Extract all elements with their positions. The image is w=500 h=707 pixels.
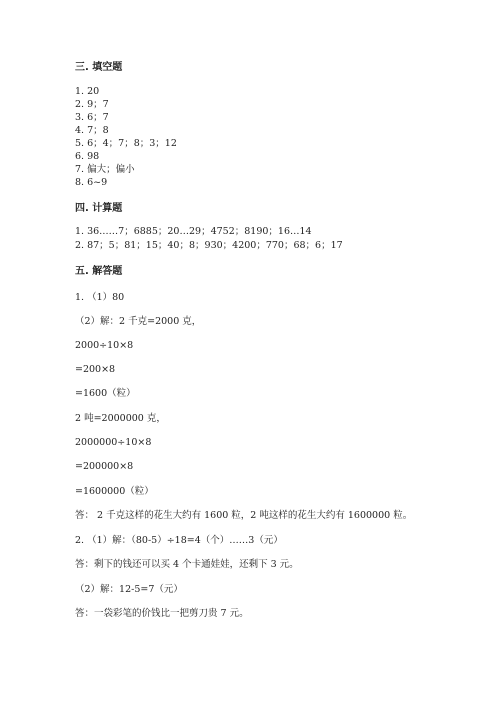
solution-line: 2000÷10×8 [75,340,134,351]
answer-line: 答：剩下的钱还可以买 4 个卡通娃娃，还剩下 3 元。 [75,559,299,570]
solution-line: （2）解：2 千克=2000 克， [75,316,202,327]
solution-line: =1600000（粒） [75,486,154,497]
solution-line: 1. （1）80 [75,292,125,303]
solution-line: =200×8 [75,364,116,375]
section-5-title: 五. 解答题 [75,266,123,277]
section-3-title: 三. 填空题 [75,62,123,73]
answer-line: 答：一袋彩笔的价钱比一把剪刀贵 7 元。 [75,608,249,619]
fill-answer-8: 8. 6~9 [75,177,108,188]
section-4-title: 四. 计算题 [75,203,123,214]
fill-answer-1: 1. 20 [75,86,100,97]
solution-line: 2 吨=2000000 克， [75,413,166,424]
calc-answer-2: 2. 87；5；81；15；40；8；930；4200；770；68；6；17 [75,240,343,251]
fill-answer-6: 6. 98 [75,151,100,162]
calc-answer-1: 1. 36……7；6885；20…29；4752；8190；16…14 [75,226,312,237]
fill-answer-2: 2. 9；7 [75,99,109,110]
fill-answer-7: 7. 偏大；偏小 [75,164,135,175]
fill-answer-5: 5. 6；4；7；8；3；12 [75,138,177,149]
solution-line: 2. （1）解：（80-5）÷18=4（个）……3（元） [75,535,283,546]
answer-line: 答： 2 千克这样的花生大约有 1600 粒，2 吨这样的花生大约有 1600000 粒。 [75,510,413,521]
solution-line: （2）解：12-5=7（元） [75,584,183,595]
solution-line: =1600（粒） [75,388,136,399]
solution-line: 2000000÷10×8 [75,437,152,448]
solution-line: =200000×8 [75,461,134,472]
fill-answer-4: 4. 7；8 [75,125,109,136]
fill-answer-3: 3. 6；7 [75,112,109,123]
